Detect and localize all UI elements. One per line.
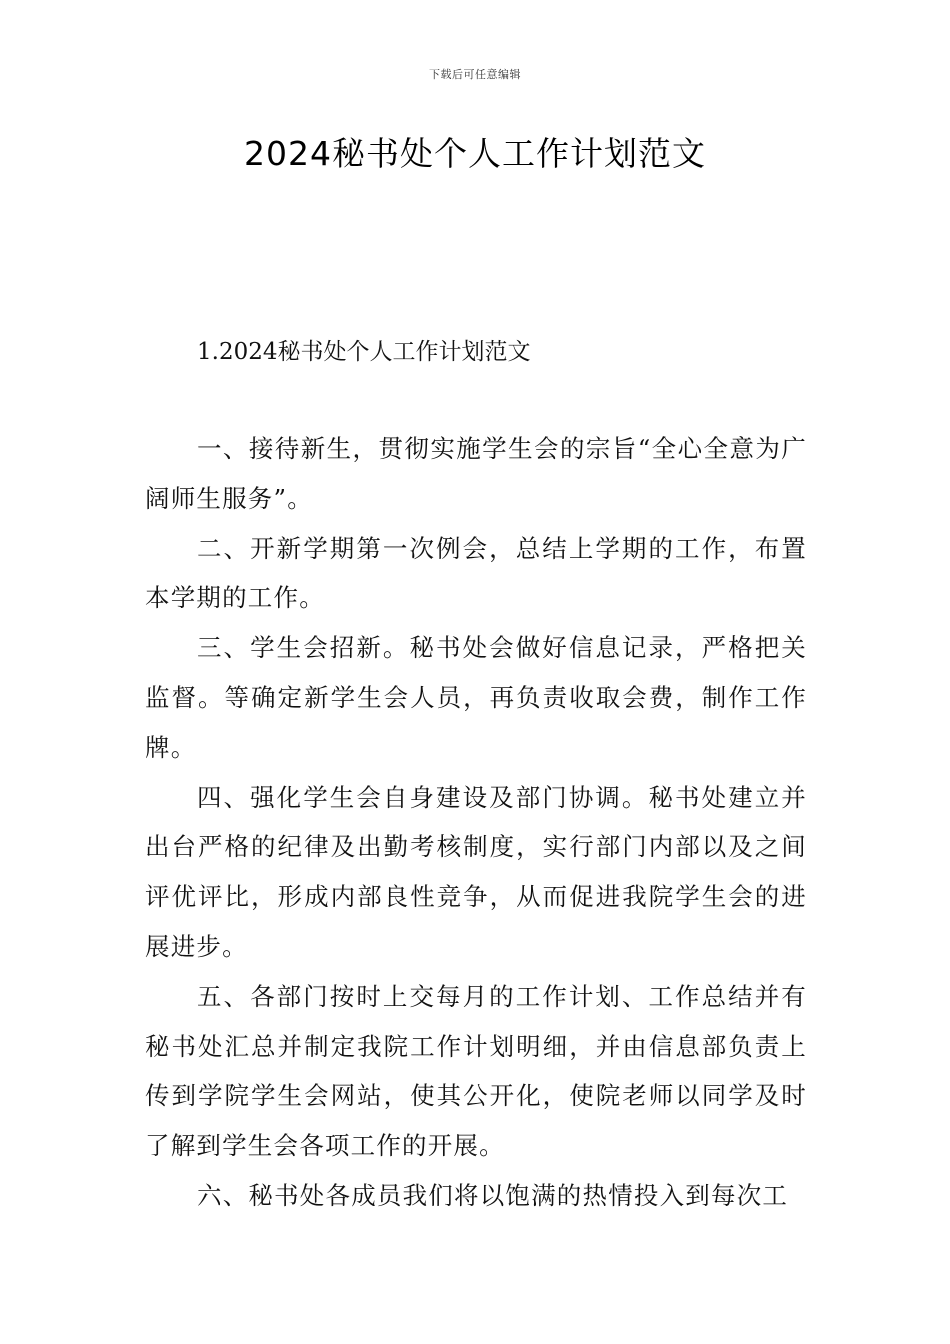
paragraph-4: 四、强化学生会自身建设及部门协调。秘书处建立并出台严格的纪律及出勤考核制度，实行部门内部以及之间评优评比，形成内部良性竞争，从而促进我院学生会的进展进步。 [145, 782, 807, 961]
paragraph-1: 一、接待新生，贯彻实施学生会的宗旨“全心全意为广阔师生服务”。 [145, 434, 807, 513]
document-title: 2024秘书处个人工作计划范文 [244, 134, 706, 173]
section-heading: 1.2024秘书处个人工作计划范文 [197, 339, 531, 365]
paragraph-3: 三、学生会招新。秘书处会做好信息记录，严格把关监督。等确定新学生会人员，再负责收取会费，制作工作牌。 [145, 633, 807, 762]
paragraph-2: 二、开新学期第一次例会，总结上学期的工作，布置本学期的工作。 [145, 533, 807, 613]
paragraph-5: 五、各部门按时上交每月的工作计划、工作总结并有秘书处汇总并制定我院工作计划明细，并由信息部负责上传到学院学生会网站，使其公开化，使院老师以同学及时了解到学生会各项工作的开展。 [145, 981, 807, 1161]
header-note: 下载后可任意编辑 [429, 68, 521, 81]
body-text [145, 424, 807, 1221]
paragraph-6: 六、秘书处各成员我们将以饱满的热情投入到每次工 [197, 1180, 789, 1210]
